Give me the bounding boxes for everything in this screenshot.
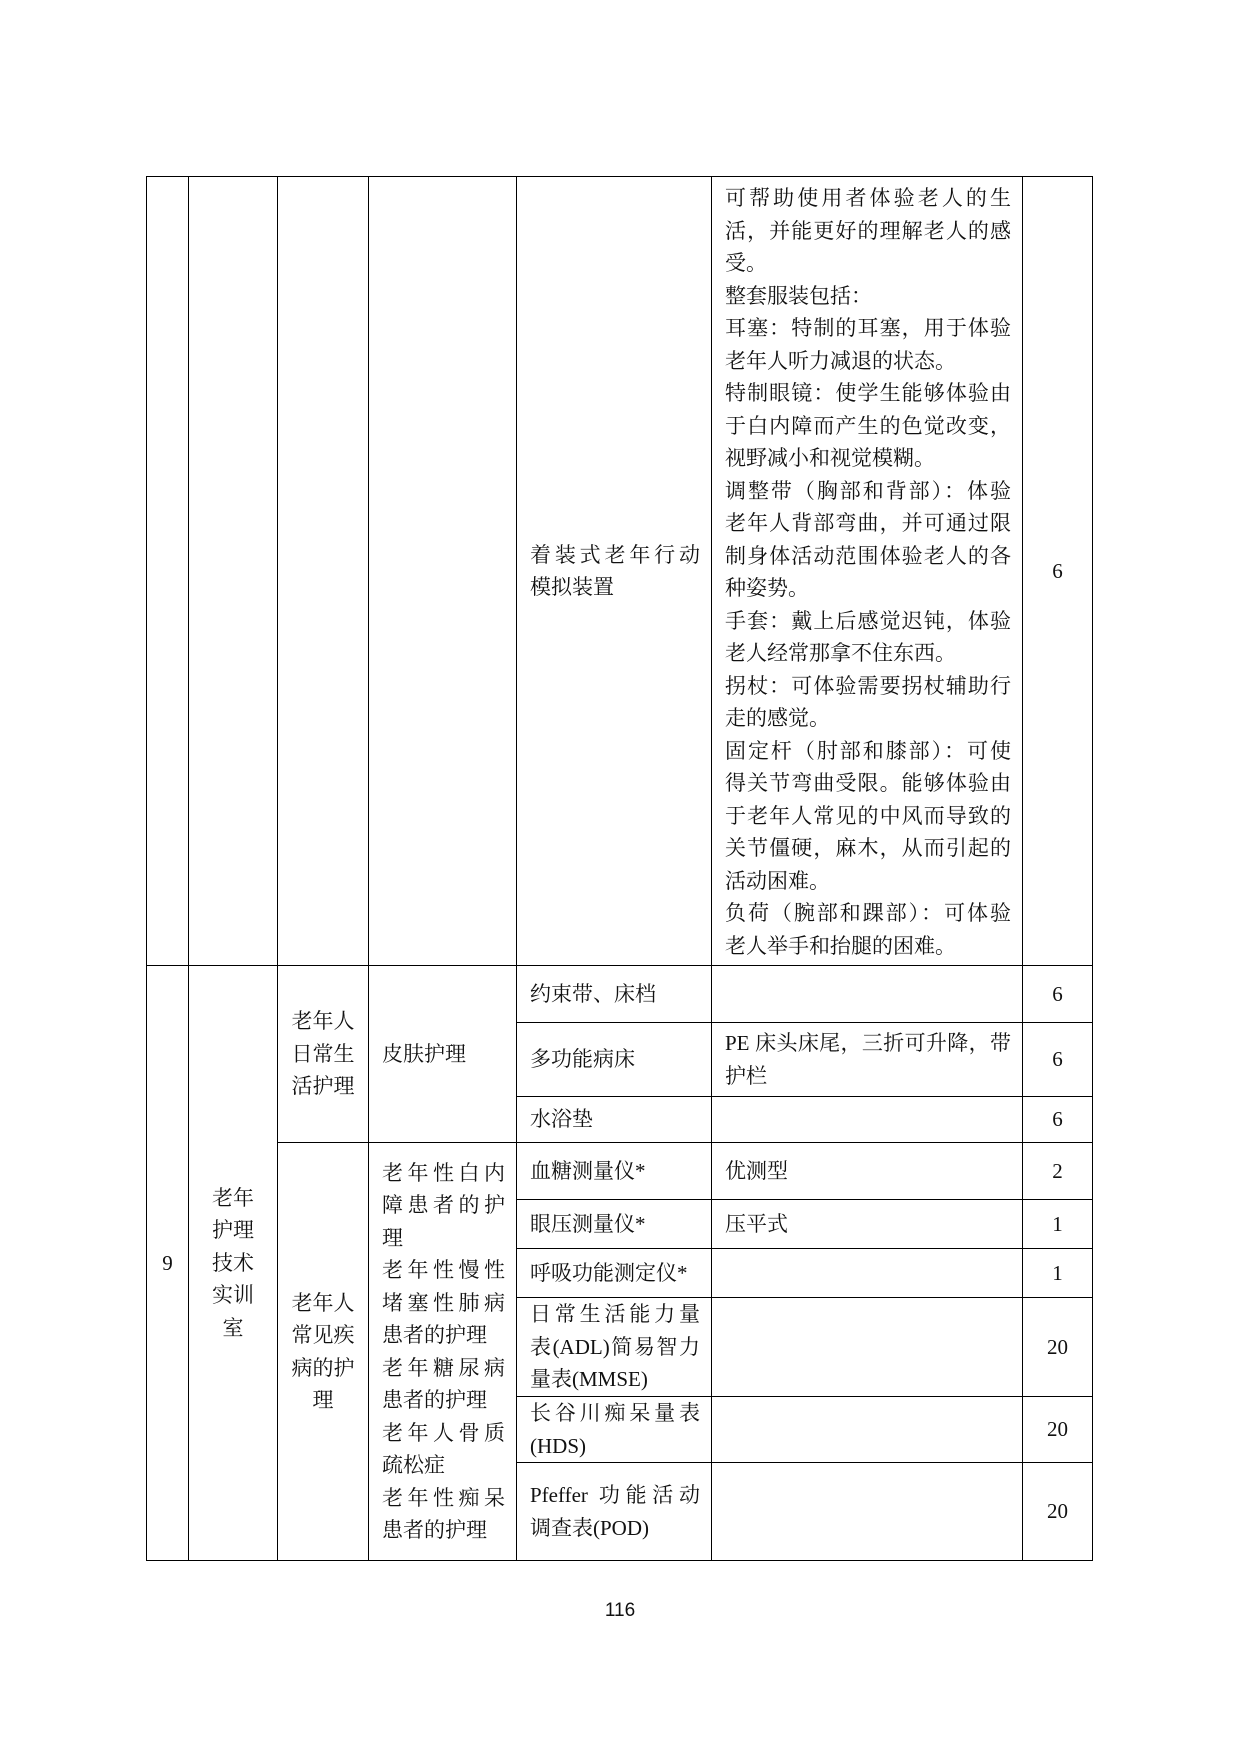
training-room-cell (189, 966, 278, 1561)
module-line: 理 (312, 1388, 334, 1412)
equipment-name-cell (517, 1143, 712, 1200)
specification-line: PE 床头床尾，三折可升降，带 (725, 1031, 1011, 1055)
description-line: 活，并能更好的理解老人的感 (725, 218, 1011, 243)
description-line: 手套：戴上后感觉迟钝，体验 (725, 608, 1011, 633)
specification-cell (712, 1397, 1023, 1463)
quantity-cell: 2 (1023, 1143, 1093, 1200)
quantity-cell: 1 (1023, 1249, 1093, 1298)
equipment-name-line: 表(ADL)简易智力 (530, 1334, 700, 1359)
module-line: 常见疾 (291, 1323, 355, 1347)
specification-cell (712, 1023, 1023, 1097)
equipment-name-cell (517, 1200, 712, 1249)
row-number-cell: 9 (147, 966, 189, 1561)
specification-line: 护栏 (725, 1063, 767, 1088)
equipment-name-line: 约束带、床档 (530, 981, 656, 1006)
empty-cell (147, 177, 189, 966)
equipment-name-cell (517, 1023, 712, 1097)
description-line: 整套服装包括： (725, 283, 872, 308)
specification-cell (712, 1097, 1023, 1143)
description-paragraph (725, 897, 1011, 962)
topic-line: 老年人骨质 (382, 1420, 505, 1445)
specification-cell (712, 1249, 1023, 1298)
description-paragraph (725, 182, 1011, 280)
equipment-table (146, 176, 1093, 1561)
equipment-name-line: 日常生活能力量 (530, 1302, 700, 1327)
topic-line: 老年性白内 (382, 1160, 505, 1185)
description-paragraph (725, 377, 1011, 475)
topic-line: 患者的护理 (382, 1518, 487, 1542)
description-line: 老年人背部弯曲，并可通过限 (725, 511, 1011, 535)
equipment-name-cell (517, 966, 712, 1023)
description-line: 老人举手和抬腿的困难。 (725, 933, 956, 958)
description-line: 制身体活动范围体验老人的各 (725, 543, 1011, 568)
equipment-name-line: 着装式老年行动 (530, 542, 700, 567)
description-line: 于老年人常见的中风而导致的 (725, 803, 1011, 828)
description-line: 得关节弯曲受限。能够体验由 (725, 771, 1011, 795)
specification-cell (712, 1298, 1023, 1397)
page-number: 116 (604, 1600, 636, 1621)
module-line: 病的护 (291, 1355, 355, 1380)
module-line: 日常生 (291, 1041, 355, 1066)
equipment-name-line: 量表(MMSE) (530, 1367, 648, 1392)
description-line: 拐杖：可体验需要拐杖辅助行 (725, 673, 1011, 698)
module-cell (278, 1143, 369, 1561)
empty-cell (278, 177, 369, 966)
description-line: 老年人听力减退的状态。 (725, 348, 956, 373)
equipment-name-line: (HDS) (530, 1433, 586, 1458)
topic-line: 患者的护理 (382, 1323, 487, 1347)
module-line: 老年人 (291, 1290, 355, 1315)
description-line: 关节僵硬，麻木，从而引起的 (725, 836, 1011, 860)
description-line: 耳塞：特制的耳塞，用于体验 (725, 316, 1011, 340)
description-paragraph (725, 605, 1011, 670)
topic-line: 患者的护理 (382, 1388, 487, 1412)
description-cell (712, 177, 1023, 966)
equipment-name-cell (517, 1249, 712, 1298)
description-line: 活动困难。 (725, 868, 830, 893)
description-line: 负荷（腕部和踝部）：可体验 (725, 901, 1011, 925)
specification-cell (712, 1200, 1023, 1249)
equipment-name-cell (517, 1298, 712, 1397)
specification-line: 压平式 (725, 1211, 788, 1236)
equipment-name-cell (517, 177, 712, 966)
training-room-line: 实训 (212, 1283, 254, 1308)
training-room-line: 技术 (212, 1250, 254, 1275)
equipment-name-cell (517, 1097, 712, 1143)
module-cell (278, 966, 369, 1143)
description-line: 固定杆（肘部和膝部）：可使 (725, 738, 1011, 763)
empty-cell (369, 177, 517, 966)
description-paragraph (725, 735, 1011, 898)
description-line: 受。 (725, 251, 767, 275)
description-line: 于白内障而产生的色觉改变， (725, 413, 1011, 438)
specification-cell (712, 966, 1023, 1023)
topic-cell (369, 1143, 517, 1561)
description-line: 调整带（胸部和背部）：体验 (725, 478, 1011, 503)
module-line: 老年人 (291, 1009, 355, 1034)
equipment-name-line: 血糖测量仪* (530, 1158, 646, 1183)
quantity-cell: 20 (1023, 1298, 1093, 1397)
quantity-cell: 1 (1023, 1200, 1093, 1249)
equipment-name-line: 长谷川痴呆量表 (530, 1401, 700, 1425)
topic-line: 皮肤护理 (382, 1041, 466, 1066)
equipment-name-line: 呼吸功能测定仪* (530, 1260, 688, 1285)
description-paragraph (725, 280, 1011, 313)
equipment-name-line: 眼压测量仪* (530, 1211, 646, 1236)
description-line: 特制眼镜：使学生能够体验由 (725, 381, 1011, 405)
description-paragraph (725, 312, 1011, 377)
specification-cell (712, 1143, 1023, 1200)
description-line: 可帮助使用者体验老人的生 (725, 186, 1011, 210)
module-line: 活护理 (291, 1074, 355, 1099)
specification-cell (712, 1463, 1023, 1561)
description-line: 老人经常那拿不住东西。 (725, 641, 956, 665)
topic-line: 堵塞性肺病 (382, 1290, 505, 1315)
equipment-name-line: 多功能病床 (530, 1047, 635, 1072)
topic-cell (369, 966, 517, 1143)
quantity-cell: 6 (1023, 1097, 1093, 1143)
training-room-line: 护理 (212, 1218, 254, 1243)
description-line: 走的感觉。 (725, 706, 830, 730)
quantity-cell: 6 (1023, 1023, 1093, 1097)
topic-line: 疏松症 (382, 1453, 445, 1477)
description-line: 视野减小和视觉模糊。 (725, 446, 935, 470)
topic-line: 障患者的护 (382, 1193, 505, 1217)
topic-line: 老年性痴呆 (382, 1485, 505, 1510)
description-paragraph (725, 670, 1011, 735)
training-room-line: 老年 (212, 1185, 254, 1210)
topic-paragraph (382, 1352, 505, 1417)
equipment-name-cell (517, 1397, 712, 1463)
equipment-name-line: 水浴垫 (530, 1107, 593, 1132)
topic-line: 理 (382, 1225, 403, 1250)
quantity-cell: 20 (1023, 1397, 1093, 1463)
topic-line: 老年性慢性 (382, 1258, 505, 1282)
topic-paragraph (382, 1157, 505, 1255)
topic-paragraph (382, 1417, 505, 1482)
topic-paragraph (382, 1254, 505, 1352)
description-line: 种姿势。 (725, 576, 809, 600)
topic-line: 老年糖尿病 (382, 1355, 505, 1380)
equipment-name-line: 模拟装置 (530, 575, 614, 599)
quantity-cell: 6 (1023, 177, 1093, 966)
empty-cell (189, 177, 278, 966)
specification-line: 优测型 (725, 1158, 788, 1183)
equipment-name-line: Pfeffer 功能活动 (530, 1483, 700, 1507)
description-paragraph (725, 475, 1011, 605)
training-room-line: 室 (222, 1315, 244, 1340)
equipment-name-line: 调查表(POD) (530, 1515, 649, 1540)
quantity-cell: 20 (1023, 1463, 1093, 1561)
quantity-cell: 6 (1023, 966, 1093, 1023)
equipment-name-cell (517, 1463, 712, 1561)
topic-paragraph (382, 1482, 505, 1547)
